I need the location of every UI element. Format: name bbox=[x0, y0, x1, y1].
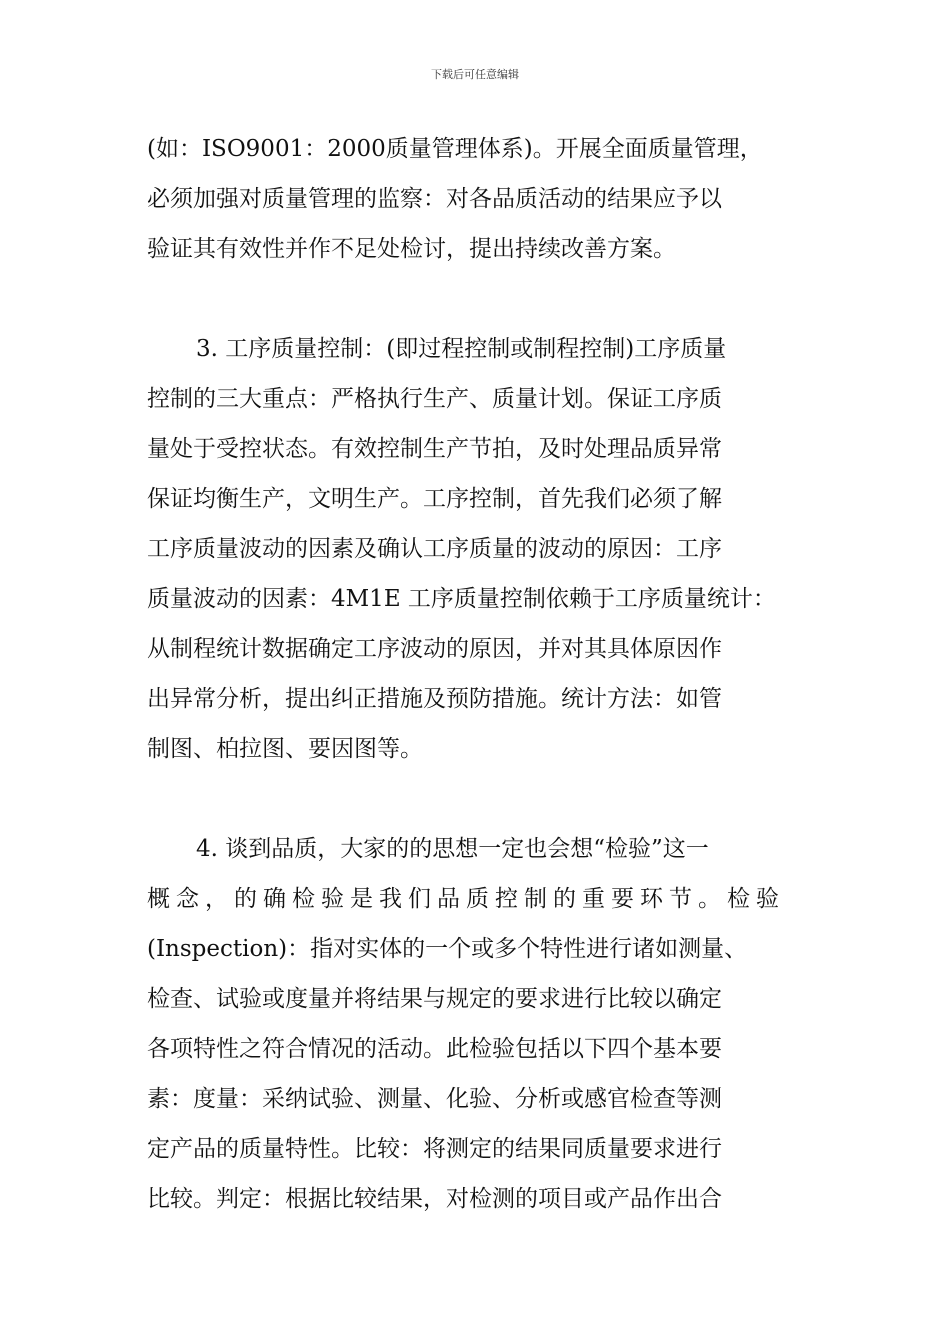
text-line: 出异常分析，提出纠正措施及预防措施。统计方法：如管 bbox=[147, 686, 722, 712]
text-line: 质量波动的因素：4M1E 工序质量控制依赖于工序质量统计： bbox=[147, 586, 776, 612]
text-line: 工序质量波动的因素及确认工序质量的波动的原因：工序 bbox=[147, 536, 722, 562]
text-line: 定产品的质量特性。比较：将测定的结果同质量要求进行 bbox=[147, 1136, 722, 1162]
text-line: 4. 谈到品质，大家的的思想一定也会想“检验”这一 bbox=[196, 836, 709, 862]
text-line: 各项特性之符合情况的活动。此检验包括以下四个基本要 bbox=[147, 1036, 722, 1062]
text-line: (如：ISO9001：2000质量管理体系)。开展全面质量管理， bbox=[147, 136, 763, 162]
text-line: 检查、试验或度量并将结果与规定的要求进行比较以确定 bbox=[147, 986, 722, 1012]
text-line: 素：度量：采纳试验、测量、化验、分析或感官检查等测 bbox=[147, 1086, 722, 1112]
text-line: 概念，的确检验是我们品质控制的重要环节。检验 bbox=[147, 886, 785, 912]
page-header: 下载后可任意编辑 bbox=[431, 68, 519, 81]
text-line: 保证均衡生产，文明生产。工序控制，首先我们必须了解 bbox=[147, 486, 722, 512]
text-line: 比较。判定：根据比较结果，对检测的项目或产品作出合 bbox=[147, 1186, 722, 1212]
text-line: 验证其有效性并作不足处检讨，提出持续改善方案。 bbox=[147, 236, 676, 262]
text-line: (Inspection)：指对实体的一个或多个特性进行诸如测量、 bbox=[147, 936, 748, 962]
text-line: 3. 工序质量控制：(即过程控制或制程控制)工序质量 bbox=[196, 336, 727, 362]
text-line: 制图、柏拉图、要因图等。 bbox=[147, 736, 423, 762]
text-line: 从制程统计数据确定工序波动的原因，并对其具体原因作 bbox=[147, 636, 722, 662]
text-line: 量处于受控状态。有效控制生产节拍，及时处理品质异常 bbox=[147, 436, 722, 462]
text-line: 必须加强对质量管理的监察：对各品质活动的结果应予以 bbox=[147, 186, 722, 212]
text-line: 控制的三大重点：严格执行生产、质量计划。保证工序质 bbox=[147, 386, 722, 412]
